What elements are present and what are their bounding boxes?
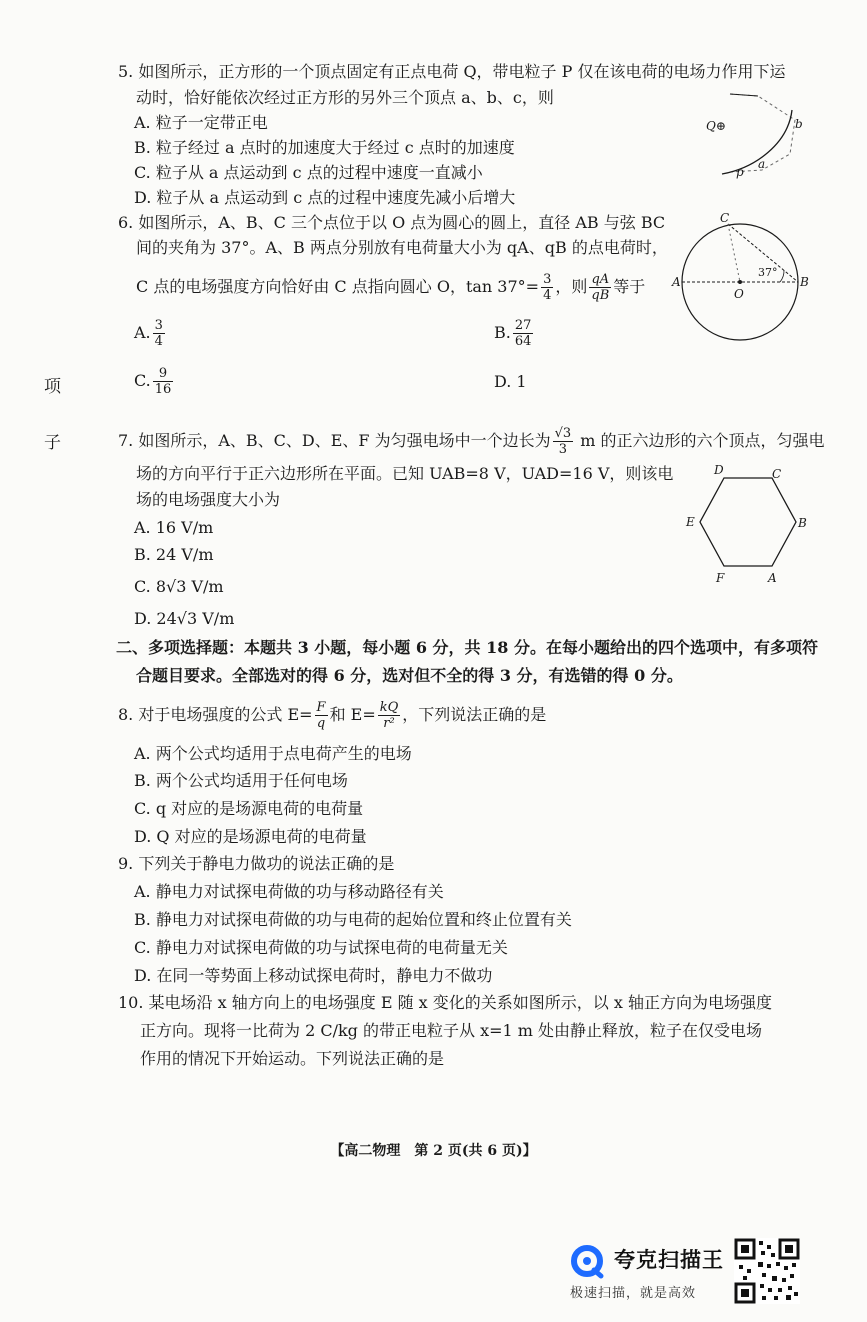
q6-ratio-fraction <box>589 272 611 303</box>
q6-option-b-fraction <box>513 318 534 349</box>
q7-fig-label-e: E <box>686 515 695 529</box>
q6-option-b-prefix: B. <box>494 323 511 342</box>
section-2-line2: 合题目要求。全部选对的得 6 分，选对但不全的得 3 分，有选错的得 0 分。 <box>136 666 683 685</box>
brand-slogan: 极速扫描，就是高效 <box>570 1286 697 1301</box>
q7-side-num: √3 <box>554 426 572 441</box>
q6-stem-line1: 6. 如图所示，A、B、C 三个点位于以 O 点为圆心的圆上，直径 AB 与弦 BC <box>118 213 666 232</box>
q6-option-a-fraction <box>153 318 165 349</box>
q6-option-a <box>134 318 167 349</box>
q6-option-b <box>494 318 535 349</box>
q6-option-d: D. 1 <box>494 372 527 391</box>
q6-fig-label-angle: 37° <box>758 266 778 279</box>
q6-fig-label-b: B <box>800 275 809 289</box>
q10-stem-line1: 10. 某电场沿 x 轴方向上的电场强度 E 随 x 变化的关系如图所示，以 x 轴正方向为电场强度 <box>118 993 772 1012</box>
q6-figure <box>672 212 812 362</box>
q8-formula1-num: F <box>316 700 326 715</box>
q5-stem-line1: 5. 如图所示，正方形的一个顶点固定有正点电荷 Q，带电粒子 P 仅在该电荷的电场力作用下运 <box>118 62 786 81</box>
q6-ratio-num: qA <box>589 272 611 288</box>
q6-option-c <box>134 366 175 397</box>
q7-stem-line2: 场的方向平行于正六边形所在平面。已知 UAB=8 V，UAD=16 V，则该电 <box>136 464 674 483</box>
q5-fig-label-q: Q⊕ <box>706 119 726 133</box>
q7-fig-label-d: D <box>714 463 724 477</box>
q8-option-d: D. Q 对应的是场源电荷的电荷量 <box>134 827 367 846</box>
q6-stem-line2: 间的夹角为 37°。A、B 两点分别放有电荷量大小为 qA、qB 的点电荷时， <box>136 238 668 257</box>
q6-stem3-a: C 点的电场强度方向恰好由 C 点指向圆心 O，tan 37°= <box>136 277 540 296</box>
q7-option-d: D. 24√3 V/m <box>134 609 235 628</box>
q5-fig-label-b: b <box>795 117 803 131</box>
q6-stem3-b: ，则 <box>555 277 588 296</box>
q6-option-a-prefix: A. <box>134 323 151 342</box>
q7-option-b: B. 24 V/m <box>134 545 214 564</box>
q5-option-a: A. 粒子一定带正电 <box>134 113 268 132</box>
q6-option-c-fraction <box>153 366 174 397</box>
q7-stem-line3: 场的电场强度大小为 <box>136 490 281 509</box>
q7-fig-label-f: F <box>716 571 725 585</box>
margin-mark-2: 子 <box>44 433 61 453</box>
q6-option-c-num: 9 <box>153 366 174 382</box>
q8-formula2-fraction <box>378 700 401 731</box>
q7-fig-label-a: A <box>768 571 777 585</box>
q8-stem-c: ，下列说法正确的是 <box>402 705 547 724</box>
q6-option-b-num: 27 <box>514 318 532 333</box>
section-2-line1: 二、多项选择题：本题共 3 小题，每小题 6 分，共 18 分。在每小题给出的四个选项中，有多项符 <box>116 638 818 657</box>
q7-side-fraction <box>553 426 574 457</box>
q7-fig-label-b: B <box>798 516 807 530</box>
q8-stem-a: 8. 对于电场强度的公式 E= <box>118 705 313 724</box>
q5-figure <box>700 82 810 182</box>
q6-tan-fraction <box>541 272 553 303</box>
qr-code-icon <box>734 1238 800 1304</box>
q6-fig-label-o: O <box>734 287 744 301</box>
q5-option-b: B. 粒子经过 a 点时的加速度大于经过 c 点时的加速度 <box>134 138 515 157</box>
q9-option-a: A. 静电力对试探电荷做的功与移动路径有关 <box>134 882 444 901</box>
q9-option-c: C. 静电力对试探电荷做的功与试探电荷的电荷量无关 <box>134 938 508 957</box>
quark-logo-icon <box>570 1244 606 1278</box>
q9-option-d: D. 在同一等势面上移动试探电荷时，静电力不做功 <box>134 966 493 985</box>
brand-name: 夸克扫描王 <box>614 1248 724 1272</box>
q5-fig-label-a: a <box>758 157 766 171</box>
q7-hexagon-figure <box>682 462 812 592</box>
q7-option-a: A. 16 V/m <box>134 518 214 537</box>
scanner-watermark <box>570 1244 860 1314</box>
q6-fig-label-c: C <box>720 211 730 225</box>
q8-option-a: A. 两个公式均适用于点电荷产生的电场 <box>134 744 412 763</box>
q6-option-a-num: 3 <box>154 318 163 333</box>
q9-option-b: B. 静电力对试探电荷做的功与电荷的起始位置和终止位置有关 <box>134 910 572 929</box>
q7-stem1-b: m 的正六边形的六个顶点，匀强电 <box>575 431 825 450</box>
q7-stem-line1 <box>118 426 825 457</box>
q7-option-c: C. 8√3 V/m <box>134 577 224 596</box>
q10-stem-line3: 作用的情况下开始运动。下列说法正确的是 <box>140 1049 445 1068</box>
q8-formula2-den: r² <box>383 716 395 731</box>
q8-stem-b: 和 E= <box>329 705 376 724</box>
q5-option-c: C. 粒子从 a 点运动到 c 点的过程中速度一直减小 <box>134 163 483 182</box>
page-footer: 【高二物理 第 2 页(共 6 页)】 <box>330 1143 537 1159</box>
q10-stem-line2: 正方向。现将一比荷为 2 C/kg 的带正电粒子从 x=1 m 处由静止释放，粒子在仅受电场 <box>140 1021 763 1040</box>
q8-option-b: B. 两个公式均适用于任何电场 <box>134 771 348 790</box>
q6-tan-num: 3 <box>543 272 552 287</box>
q6-stem-line3 <box>136 272 645 303</box>
q6-option-a-den: 4 <box>154 334 163 349</box>
q5-fig-label-p: p <box>736 165 744 179</box>
q8-formula2-num: kQ <box>379 700 399 715</box>
q8-stem <box>118 698 546 732</box>
q6-tan-den: 4 <box>543 288 552 303</box>
q6-option-c-prefix: C. <box>134 371 151 390</box>
q8-formula1-fraction <box>315 700 328 731</box>
q6-fig-label-a: A <box>672 275 681 289</box>
q6-stem3-c: 等于 <box>613 277 646 296</box>
q6-option-b-den: 64 <box>514 334 532 349</box>
q7-stem1-a: 7. 如图所示，A、B、C、D、E、F 为匀强电场中一个边长为 <box>118 431 551 450</box>
q8-option-c: C. q 对应的是场源电荷的电荷量 <box>134 799 364 818</box>
q7-side-den: 3 <box>558 442 568 457</box>
q7-fig-label-c: C <box>772 467 782 481</box>
q5-stem-line2: 动时，恰好能依次经过正方形的另外三个顶点 a、b、c，则 <box>136 88 554 107</box>
q6-ratio-den: qB <box>591 288 610 303</box>
margin-mark-1: 项 <box>44 377 61 397</box>
q5-option-d: D. 粒子从 a 点运动到 c 点的过程中速度先减小后增大 <box>134 188 516 207</box>
q8-formula1-den: q <box>316 716 326 731</box>
q6-option-c-den: 16 <box>154 382 172 397</box>
q9-stem: 9. 下列关于静电力做功的说法正确的是 <box>118 854 395 873</box>
